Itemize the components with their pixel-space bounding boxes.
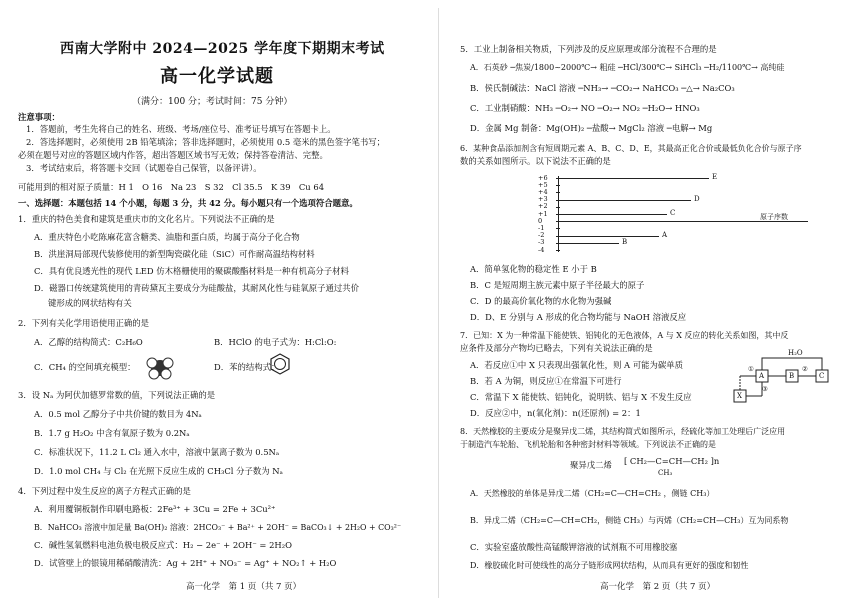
q8-option-b[interactable]: B．异戊二烯（CH₂=C—CH=CH₂，侧链 CH₃）与丙烯（CH₂=CH—CH₃）互为同系物 bbox=[470, 516, 789, 525]
q3-option-b[interactable]: B．1.7 g H₂O₂ 中含有氧原子数为 0.2Nₐ bbox=[34, 428, 190, 438]
chart-y-tick: +3 bbox=[538, 195, 548, 204]
q5-option-b[interactable]: B．侯氏制碱法：NaCl 溶液 ─NH₃→ ─CO₂→ NaHCO₃ ─△→ Na₂CO₃ bbox=[470, 83, 735, 93]
chart-bar-label-e: E bbox=[712, 173, 718, 181]
q7-option-c[interactable]: C．常温下 X 能使铁、铝钝化，说明铁、铝与 X 不发生反应 bbox=[470, 392, 692, 402]
chart-y-tickmark bbox=[556, 221, 560, 222]
notice-2a: 2．答选择题时，必须使用 2B 铅笔填涂；答非选择题时，必须使用 0.5 毫米的黑色签字笔书写； bbox=[26, 137, 386, 147]
page-footer-2: 高一化学 第 2 页（共 7 页） bbox=[600, 582, 716, 592]
question-2: 2．下列有关化学用语使用正确的是 bbox=[18, 318, 149, 328]
q1-option-b[interactable]: B．洪崖洞局部现代装修使用的新型陶瓷碳化硅（SiC）可作耐高温结构材料 bbox=[34, 249, 315, 259]
question-6-line1: 6．某种食品添加剂含有短周期元素 A、B、C、D、E，其最高正化合价或最低负化合价与原子序 bbox=[460, 144, 802, 153]
question-7-line1: 7．已知：X 为一种常温下能使铁、铝钝化的无色液体，A 与 X 反应的转化关系如图，其中反 bbox=[460, 331, 789, 340]
q1-option-a[interactable]: A．重庆特色小吃陈麻花富含糖类、油脂和蛋白质，均属于高分子化合物 bbox=[34, 232, 300, 242]
chart-bar-b bbox=[559, 243, 619, 244]
chart-x-label: 原子序数 bbox=[760, 213, 788, 222]
q5-option-a[interactable]: A．石英砂 ─焦炭/1800~2000℃→ 粗硅 ─HCl/300℃→ SiHCl₃ ─H₂/1100℃→ 高纯硅 bbox=[470, 63, 785, 72]
ch4-space-filling-icon bbox=[145, 354, 175, 380]
notice-heading: 注意事项： bbox=[18, 112, 60, 122]
question-7-line2: 应条件及部分产物均已略去，下列有关说法正确的是 bbox=[460, 343, 653, 353]
q3-option-a[interactable]: A．0.5 mol 乙醇分子中共价键的数目为 4Nₐ bbox=[34, 409, 202, 419]
chart-y-tick: 0 bbox=[538, 216, 543, 225]
q8-option-c[interactable]: C．实验室盛放酸性高锰酸钾溶液的试剂瓶不可用橡胶塞 bbox=[470, 542, 678, 552]
q4-option-d[interactable]: D．试管壁上的银镜用稀硝酸清洗：Ag + 2H⁺ + NO₃⁻ = Ag⁺ + NO₂↑ + H₂O bbox=[34, 558, 337, 568]
question-5: 5．工业上制备相关物质，下列涉及的反应原理或部分流程不合理的是 bbox=[460, 44, 717, 54]
q5-option-c[interactable]: C．工业制硝酸：NH₃ ─O₂→ NO ─O₂→ NO₂ ─H₂O→ HNO₃ bbox=[470, 103, 700, 113]
diagram-node-c: C bbox=[819, 372, 825, 380]
q4-option-c[interactable]: C．碱性氢氧燃料电池负极电极反应式：H₂ − 2e⁻ + 2OH⁻ = 2H₂O bbox=[34, 540, 292, 550]
question-1: 1．重庆的特色美食和建筑是重庆市的文化名片。下列说法不正确的是 bbox=[18, 214, 275, 224]
q8-option-d[interactable]: D．橡胶硫化时可使线性的高分子链形成网状结构，从而具有更好的强度和韧性 bbox=[470, 561, 749, 570]
valence-chart bbox=[516, 172, 806, 252]
diagram-node-b: B bbox=[789, 372, 795, 380]
diagram-node-a: A bbox=[759, 372, 765, 380]
reaction-diagram bbox=[732, 348, 842, 406]
chart-y-tick: -3 bbox=[538, 238, 545, 247]
diagram-h2o-label: H₂O bbox=[788, 349, 803, 357]
q5-option-d[interactable]: D．金属 Mg 制备：Mg(OH)₂ ─盐酸→ MgCl₂ 溶液 ─电解→ Mg bbox=[470, 123, 713, 133]
notice-2b: 必须在题号对应的答题区域内作答，超出答题区域书写无效；保持答卷清洁、完整。 bbox=[18, 150, 328, 160]
question-6-line2: 数的关系如图所示。以下说法不正确的是 bbox=[460, 156, 611, 166]
chart-y-tick: -4 bbox=[538, 245, 545, 254]
atomic-masses: 可能用到的相对原子质量：H 1 O 16 Na 23 S 32 Cl 35.5 K 39 Cu 64 bbox=[18, 182, 325, 192]
chart-y-tickmark bbox=[556, 207, 560, 208]
q6-option-b[interactable]: B．C 是短周期主族元素中原子半径最大的原子 bbox=[470, 280, 645, 290]
notice-1: 1．答题前，考生先将自己的姓名、班级、考场/座位号、准考证号填写在答题卡上。 bbox=[26, 124, 336, 134]
q6-option-a[interactable]: A．简单氢化物的稳定性 E 小于 B bbox=[470, 264, 597, 274]
diagram-node-x: X bbox=[737, 392, 742, 400]
diagram-step-3: ③ bbox=[762, 385, 768, 393]
chart-y-tickmark bbox=[556, 185, 560, 186]
chart-bar-label-d: D bbox=[694, 194, 700, 203]
score-line: （满分：100 分；考试时间：75 分钟） bbox=[132, 97, 293, 107]
chart-bar-label-c: C bbox=[670, 209, 676, 217]
q4-option-a[interactable]: A．利用覆铜板制作印刷电路板：2Fe³⁺ + 3Cu = 2Fe + 3Cu²⁺ bbox=[34, 504, 276, 514]
question-8-line2: 于制造汽车轮胎、飞机轮胎和各种密封材料等领域。下列说法不正确的是 bbox=[460, 440, 716, 449]
q1-option-c[interactable]: C．具有优良透光性的现代 LED 仿木格栅使用的聚碳酸酯材料是一种有机高分子材料 bbox=[34, 266, 349, 276]
polyisoprene-formula: [ CH₂—C=CH—CH₂ ]n bbox=[624, 456, 720, 466]
chart-bar-label-b: B bbox=[622, 237, 628, 246]
q3-option-c[interactable]: C．标准状况下，11.2 L Cl₂ 通入水中，溶液中氯离子数为 0.5Nₐ bbox=[34, 447, 280, 457]
q2-option-c[interactable]: C．CH₄ 的空间填充模型： bbox=[34, 362, 136, 372]
benzene-ring-icon bbox=[268, 352, 292, 376]
chart-y-tick: +1 bbox=[538, 209, 548, 218]
q7-option-d[interactable]: D．反应②中，n(氧化剂)：n(还原剂) = 2：1 bbox=[470, 408, 641, 418]
exam-title: 西南大学附中 2024—2025 学年度下期期末考试 bbox=[60, 41, 385, 57]
chart-y-tickmark bbox=[556, 228, 560, 229]
chart-y-tick: -1 bbox=[538, 223, 545, 232]
q2-option-d[interactable]: D．苯的结构式： bbox=[214, 362, 280, 372]
q7-option-a[interactable]: A．若反应①中 X 只表现出强氧化性，则 A 可能为碳单质 bbox=[470, 360, 683, 370]
q1-option-d[interactable]: D．磁器口传统建筑使用的青砖黛瓦主要成分为硅酸盐，其耐风化性与硅氧原子通过共价 bbox=[34, 283, 359, 293]
q2-option-a[interactable]: A．乙醇的结构简式：C₂H₆O bbox=[34, 337, 143, 347]
right-page bbox=[440, 0, 860, 609]
chart-y-tick: +5 bbox=[538, 180, 548, 189]
chart-y-tickmark bbox=[556, 250, 560, 251]
question-8-line1: 8．天然橡胶的主要成分是聚异戊二烯，其结构简式如图所示，经硫化等加工处理后广泛应用 bbox=[460, 427, 786, 436]
question-4: 4．下列过程中发生反应的离子方程式正确的是 bbox=[18, 486, 191, 496]
chart-y-tick: -2 bbox=[538, 231, 545, 240]
q6-option-d[interactable]: D．D、E 分别与 A 形成的化合物均能与 NaOH 溶液反应 bbox=[470, 312, 687, 322]
q6-option-c[interactable]: C．D 的最高价氧化物的水化物为强碱 bbox=[470, 296, 612, 306]
q7-option-b[interactable]: B．若 A 为铜，则反应①在常温下可进行 bbox=[470, 376, 622, 386]
q3-option-d[interactable]: D．1.0 mol CH₄ 与 Cl₂ 在光照下反应生成的 CH₃Cl 分子数为 Nₐ bbox=[34, 466, 283, 476]
section-1-heading: 一、选择题：本题包括 14 个小题，每题 3 分，共 42 分。每小题只有一个选项符合题意。 bbox=[18, 198, 358, 208]
chart-bar-a bbox=[559, 236, 659, 237]
chart-bar-label-a: A bbox=[662, 230, 668, 239]
chart-y-tick: +6 bbox=[538, 173, 548, 182]
q4-option-b[interactable]: B．NaHCO₃ 溶液中加足量 Ba(OH)₂ 溶液：2HCO₃⁻ + Ba²⁺ + 2OH⁻ = BaCO₃↓ + 2H₂O + CO₃²⁻ bbox=[34, 523, 402, 532]
question-3: 3．设 Nₐ 为阿伏加德罗常数的值，下列说法正确的是 bbox=[18, 390, 216, 400]
q8-option-a[interactable]: A．天然橡胶的单体是异戊二烯（CH₂=C—CH=CH₂ ，侧链 CH₃） bbox=[470, 489, 715, 498]
notice-3: 3．考试结束后，将答题卡交回（试题卷自己保管，以备评讲）。 bbox=[26, 163, 262, 173]
chart-bar-c bbox=[559, 214, 667, 215]
chart-y-tick: +2 bbox=[538, 202, 548, 211]
chart-bar-d bbox=[559, 200, 691, 201]
polyisoprene-methyl: CH₃ bbox=[658, 469, 673, 477]
page-divider bbox=[438, 8, 439, 598]
chart-bar-e bbox=[559, 178, 709, 179]
polyisoprene-label: 聚异戊二烯 bbox=[570, 460, 612, 470]
q2-option-b[interactable]: B．HClO 的电子式为：H:Cl:O: bbox=[214, 337, 337, 347]
chart-y-tick: +4 bbox=[538, 187, 548, 196]
chart-y-tickmark bbox=[556, 192, 560, 193]
diagram-step-1: ① bbox=[748, 365, 754, 373]
diagram-step-2: ② bbox=[802, 365, 808, 373]
exam-subtitle: 高一化学试题 bbox=[160, 66, 274, 87]
page-footer-1: 高一化学 第 1 页（共 7 页） bbox=[186, 582, 302, 592]
q1-option-d-cont: 键形成的网状结构有关 bbox=[48, 298, 132, 308]
